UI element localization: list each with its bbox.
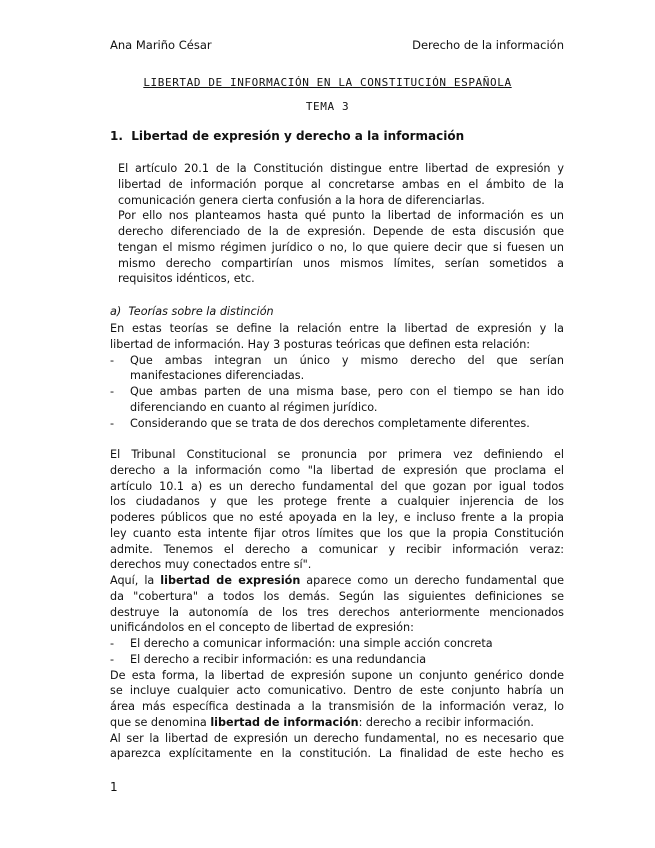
text-line: derecho a la información como "la libertad de expresión que proclama el	[110, 463, 564, 477]
text-line: artículo 10.1 a) es un derecho fundamental del que gozan por igual todos	[110, 479, 564, 493]
text-line: requisitos idénticos, etc.	[118, 272, 255, 286]
document-title: LIBERTAD DE INFORMACIÓN EN LA CONSTITUCIÓN ESPAÑOLA	[143, 76, 512, 89]
list-item	[110, 353, 564, 385]
text-line: De esta forma, la libertad de expresión supone un conjunto genérico donde	[110, 668, 564, 682]
text-line: manifestaciones diferenciadas.	[130, 369, 305, 383]
text-line: área más específica destinada a la transmisión de la información veraz, lo	[110, 700, 564, 713]
text-line: se incluye cualquier acto comunicativo. Dentro de este conjunto habría un	[110, 684, 564, 698]
blank-line	[110, 431, 564, 447]
text-line: Al ser la libertad de expresión un derecho fundamental, no es necesario que	[110, 731, 564, 745]
bullet-dash: -	[110, 637, 115, 650]
text-line: El artículo 20.1 de la Constitución distingue entre libertad de expresión y	[118, 162, 564, 175]
section-heading	[110, 129, 464, 143]
section-number: 1.	[110, 129, 123, 143]
text-line: aparezca explícitamente en la constitución. La finalidad de este hecho es	[110, 747, 564, 761]
paragraph-intro	[118, 161, 564, 287]
tema-label: TEMA 3	[305, 100, 350, 113]
text-line: libertad de información. Hay 3 posturas teóricas que definen esta relación:	[110, 337, 531, 351]
header-subject: Derecho de la información	[412, 38, 564, 52]
text-line: En estas teorías se define la relación entre la libertad de expresión y la	[110, 322, 564, 335]
text-line: unificándolos en el concepto de libertad de expresión:	[110, 621, 414, 635]
bullet-dash: -	[110, 652, 115, 666]
text-line: comunicación genera cierta confusión a la hora de diferenciarlas.	[118, 193, 485, 207]
text-line: Considerando que se trata de dos derechos completamente diferentes.	[130, 416, 530, 430]
text-line: libertad de información porque al concretarse ambas en el ámbito de la	[118, 177, 564, 191]
text-line: destruye la autonomía de los tres derechos anteriormente mencionados	[110, 605, 564, 619]
text-line: ley cuanto esta intente fijar otros límites que los que la propia Constitución	[110, 526, 564, 540]
text-line: tengan el mismo régimen jurídico o no, lo que quiere decir que si fuesen un	[118, 240, 564, 254]
text-run: que se denomina	[110, 715, 211, 729]
bold-term-libertad-expresion: libertad de expresión	[160, 574, 301, 587]
text-line: poderes públicos que no esté apoyada en la ley, e incluso frente a la propia	[110, 511, 564, 524]
bullet-dash: -	[110, 353, 115, 367]
bullet-dash: -	[110, 416, 115, 430]
list-item	[110, 652, 564, 668]
text-line: Por ello nos planteamos hasta qué punto la libertad de información es un	[118, 209, 564, 223]
page-number: 1	[110, 780, 118, 794]
list-item	[110, 416, 564, 432]
text-line	[110, 573, 564, 589]
subsection-heading	[110, 305, 274, 318]
text-line: Que ambas parten de una misma base, pero con el tiempo se han ido	[130, 385, 564, 398]
text-line: Que ambas integran un único y mismo derecho del que serían	[130, 353, 564, 367]
text-line: da "cobertura" a todos los demás. Según las siguientes definiciones se	[110, 589, 564, 603]
list-item	[110, 636, 564, 652]
text-line: El derecho a recibir información: es una redundancia	[130, 652, 427, 666]
text-line	[110, 715, 564, 731]
text-line: mismo derecho compartirían unos mismos límites, serían sometidos a	[118, 256, 564, 270]
text-line: derecho diferenciado de la de expresión. Depende de esta discusión que	[118, 225, 564, 238]
subsection-letter: a)	[110, 305, 122, 318]
text-line: los ciudadanos y que les protege frente a cualquier injerencia de los	[110, 495, 564, 509]
text-line: admite. Tenemos el derecho a comunicar y recibir información veraz:	[110, 542, 564, 556]
text-run: Aquí, la	[110, 574, 161, 587]
bullet-dash: -	[110, 385, 115, 398]
subsection-title: Teorías sobre la distinción	[128, 305, 274, 318]
section-title: Libertad de expresión y derecho a la información	[131, 129, 465, 143]
list-item	[110, 384, 564, 416]
text-line: El Tribunal Constitucional se pronuncia por primera vez definiendo el	[110, 448, 564, 461]
text-line: El derecho a comunicar información: una simple acción concreta	[130, 637, 493, 650]
bold-term-libertad-informacion: libertad de información	[210, 715, 359, 729]
paragraph-theories	[110, 321, 564, 762]
header-author: Ana Mariño César	[110, 38, 212, 52]
text-run: aparece como un derecho fundamental que	[300, 574, 564, 587]
text-line: diferenciando en cuanto al régimen jurídico.	[130, 400, 378, 414]
text-run: : derecho a recibir información.	[358, 715, 534, 729]
text-line: derechos muy conectados entre sí".	[110, 558, 312, 572]
